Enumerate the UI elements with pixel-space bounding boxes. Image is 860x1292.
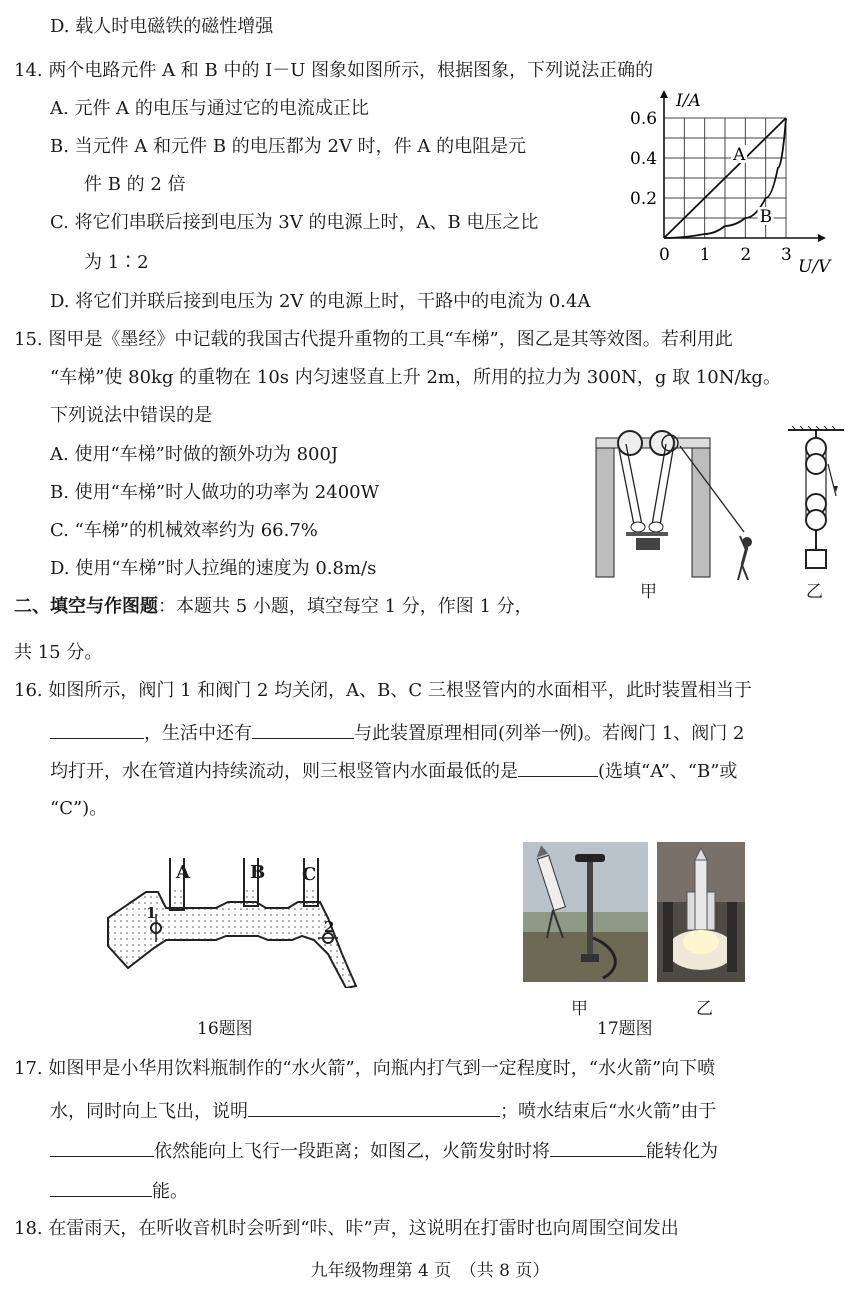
q16-blank-2[interactable] [252,718,354,739]
q14-stem: 14. 两个电路元件 A 和 B 中的 I－U 图象如图所示，根据图象，下列说法正确的 [14,60,654,81]
q17-line1: 17. 如图甲是小华用饮料瓶制作的“水火箭”，向瓶内打气到一定程度时，“水火箭”向下喷 [14,1058,716,1079]
x-tick-label: 2 [740,245,752,265]
q18-line1: 18. 在雷雨天，在听收音机时会听到“咔、咔”声，这说明在打雷时也向周围空间发出 [14,1218,679,1239]
valve-label-1: 1 [146,904,157,922]
rocket-launch-photo [657,842,745,982]
y-axis-arrow-icon [660,90,668,98]
q15-fig-yi-label: 乙 [806,582,823,602]
q15-option-b: B. 使用“车梯”时人做功的功率为 2400W [50,482,380,503]
pulley-block-diagram [786,426,846,576]
q15-option-a: A. 使用“车梯”时做的额外功为 800J [50,444,339,465]
series-label-b: B [759,207,773,227]
q17-line4-text: 能。 [152,1181,188,1202]
q15-stem-line3: 下列说法中错误的是 [50,405,212,426]
q16-line3-text-b: (选填“A”、“B”或 [598,761,738,782]
q14-option-c-line1: C. 将它们串联后接到电压为 3V 的电源上时，A、B 电压之比 [50,212,539,233]
q16-line2 [50,718,744,747]
q17-line3-text-a: 依然能向上飞行一段距离；如图乙，火箭发射时将 [154,1141,550,1162]
q17-blank-4[interactable] [50,1176,152,1197]
series-label-a: A [733,145,746,165]
q16-figure-caption: 16题图 [197,1019,253,1039]
x-axis-label: U/V [798,257,831,277]
q17-blank-3[interactable] [550,1136,646,1157]
q16-blank-1[interactable] [50,718,144,739]
section-2-title: 二、填空与作图题 [14,596,158,617]
q16-blank-3[interactable] [518,756,598,777]
q15-stem-line2: “车梯”使 80kg 的重物在 10s 内匀速竖直上升 2m，所用的拉力为 300N，g 取 10N/kg。 [50,367,781,388]
chart-ticks [630,109,792,265]
q16-line3-text-a: 均打开，水在管道内持续流动，则三根竖管内水面最低的是 [50,761,518,782]
q14-option-a: A. 元件 A 的电压与通过它的电流成正比 [50,98,369,119]
section-2-desc-line2: 共 15 分。 [14,642,103,663]
q13-option-d: D. 载人时电磁铁的磁性增强 [50,16,274,37]
q17-line3-text-b: 能转化为 [646,1141,718,1162]
x-axis-arrow-icon [818,234,826,242]
valve-label-2: 2 [324,918,335,936]
section-2-desc: ：本题共 5 小题，填空每空 1 分，作图 1 分， [158,596,533,617]
q16-line4: “C”)。 [50,798,108,819]
page-footer: 九年级物理第 4 页 （共 8 页） [310,1261,550,1281]
q17-blank-2[interactable] [50,1136,154,1157]
q14-option-b-line2: 件 B 的 2 倍 [84,174,186,195]
q17-figure-caption: 17题图 [597,1019,653,1039]
q17-line4 [50,1176,188,1205]
q15-option-d: D. 使用“车梯”时人拉绳的速度为 0.8m/s [50,558,377,579]
x-tick-label: 1 [699,245,711,265]
section-2-heading [14,594,533,620]
q16-line2-text-a: ，生活中还有 [144,723,252,744]
q16-line3 [50,756,737,785]
q15-option-c: C. “车梯”的机械效率约为 66.7% [50,520,318,541]
x-tick-label: 3 [781,245,792,265]
water-rocket-photo [523,842,648,982]
q15-fig-jia-label: 甲 [640,582,657,602]
q14-option-b-line1: B. 当元件 A 和元件 B 的电压都为 2V 时，件 A 的电阻是元 [50,136,527,157]
q17-line2 [50,1096,716,1125]
q16-line1: 16. 如图所示，阀门 1 和阀门 2 均关闭，A、B、C 三根竖管内的水面相平，此时装置相当于 [14,680,752,701]
x-tick-label: 0 [659,245,670,265]
q17-line3 [50,1136,718,1165]
tube-label-c: C [302,864,317,885]
q17-blank-1[interactable] [248,1096,500,1117]
chariot-ladder-illustration [592,430,762,580]
tube-label-b: B [250,862,266,883]
q17-line2-text-b: ；喷水结束后“水火箭”由于 [500,1101,717,1122]
q15-stem-line1: 15. 图甲是《墨经》中记载的我国古代提升重物的工具“车梯”，图乙是其等效图。若利用此 [14,329,733,350]
q14-option-d: D. 将它们并联后接到电压为 2V 的电源上时，干路中的电流为 0.4A [50,291,591,312]
y-tick-label: 0.4 [630,149,658,169]
q17-line2-text-a: 水，同时向上飞出，说明 [50,1101,248,1122]
tube-label-a: A [176,862,190,883]
iu-graph [620,88,845,278]
y-axis-label: I/A [676,91,701,111]
q17-fig-jia-label: 甲 [571,999,588,1019]
y-tick-label: 0.6 [630,109,658,129]
q14-option-c-line2: 为 1∶2 [84,252,149,273]
y-tick-label: 0.2 [630,189,658,209]
q17-fig-yi-label: 乙 [696,999,713,1019]
q16-line2-text-b: 与此装置原理相同(列举一例)。若阀门 1、阀门 2 [354,723,745,744]
